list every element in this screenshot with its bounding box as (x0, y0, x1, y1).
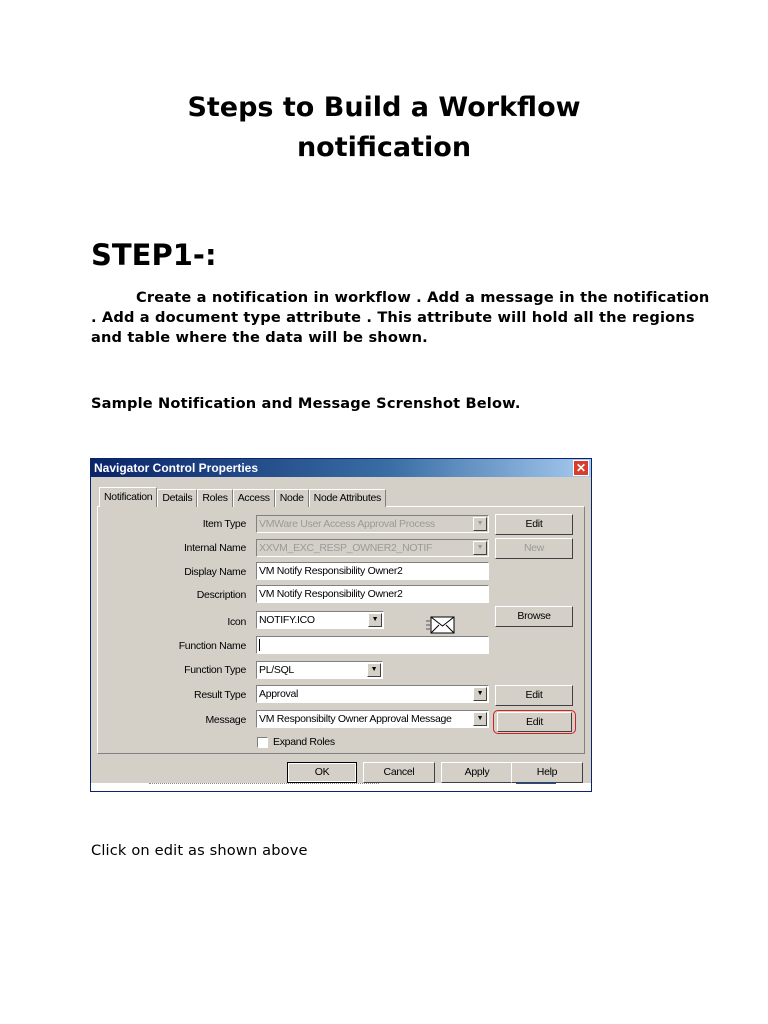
chevron-down-icon: ▼ (473, 687, 487, 701)
message-edit-button[interactable]: Edit (497, 712, 572, 732)
message-value: VM Responsibilty Owner Approval Message (259, 713, 452, 725)
internal-name-select[interactable] (256, 539, 489, 557)
close-icon[interactable]: ✕ (573, 460, 589, 476)
apply-button[interactable]: Apply (441, 762, 513, 783)
function-name-input[interactable] (256, 636, 489, 654)
step-heading: STEP1-: (91, 238, 217, 272)
instruction-text: Click on edit as shown above (91, 842, 308, 859)
screenshot-caption: Sample Notification and Message Screnshot Below. (91, 395, 521, 412)
description-input[interactable]: VM Notify Responsibility Owner2 (256, 585, 489, 603)
tab-strip (99, 487, 386, 506)
step-description: Create a notification in workflow . Add a message in the notification . Add a document type attribute . This attribute will hold all the regions and table where the data will be shown. (91, 289, 710, 346)
chevron-down-icon: ▼ (473, 517, 487, 531)
icon-value: NOTIFY.ICO (259, 614, 315, 626)
tab-notification[interactable]: Notification (99, 487, 157, 507)
icon-label: Icon (227, 616, 246, 628)
title-line-2: notification (296, 132, 472, 163)
tab-roles[interactable]: Roles (197, 489, 232, 507)
item-type-label: Item Type (202, 518, 246, 530)
dialog-title: Navigator Control Properties (94, 461, 259, 475)
cropped-link-fragment (516, 783, 556, 786)
message-select[interactable] (256, 710, 489, 728)
navigator-control-properties-dialog (90, 458, 592, 792)
tab-details[interactable]: Details (157, 489, 197, 507)
envelope-icon (426, 615, 456, 635)
internal-name-value: XXVM_EXC_RESP_OWNER2_NOTIF (259, 542, 433, 554)
expand-roles-label: Expand Roles (273, 736, 335, 748)
ok-button[interactable]: OK (287, 762, 357, 783)
tab-access[interactable]: Access (233, 489, 275, 507)
chevron-down-icon: ▼ (473, 541, 487, 555)
new-button[interactable]: New (495, 538, 573, 559)
chevron-down-icon: ▼ (368, 613, 382, 627)
message-label: Message (205, 714, 246, 726)
help-button[interactable]: Help (511, 762, 583, 783)
tab-node-attributes[interactable]: Node Attributes (309, 489, 386, 507)
icon-select[interactable] (256, 611, 384, 629)
function-name-label: Function Name (178, 640, 246, 652)
description-label: Description (196, 589, 246, 601)
item-type-select[interactable] (256, 515, 489, 533)
result-type-value: Approval (259, 688, 299, 700)
item-type-edit-button[interactable]: Edit (495, 514, 573, 535)
function-type-label: Function Type (184, 664, 246, 676)
result-type-label: Result Type (194, 689, 246, 701)
item-type-value: VMWare User Access Approval Process (259, 518, 435, 530)
browse-button[interactable]: Browse (495, 606, 573, 627)
cropped-background (91, 783, 591, 791)
display-name-input[interactable]: VM Notify Responsibility Owner2 (256, 562, 489, 580)
expand-roles-checkbox[interactable] (257, 737, 268, 748)
highlight-annotation (493, 710, 576, 734)
page-title (0, 88, 768, 168)
cancel-button[interactable]: Cancel (363, 762, 435, 783)
chevron-down-icon: ▼ (473, 712, 487, 726)
result-type-select[interactable] (256, 685, 489, 703)
text-cursor (259, 639, 260, 651)
function-type-select[interactable] (256, 661, 383, 679)
title-line-1: Steps to Build a Workflow (187, 92, 581, 123)
chevron-down-icon: ▼ (367, 663, 381, 677)
dialog-titlebar (91, 459, 591, 477)
cropped-text-fragment (149, 783, 379, 787)
display-name-label: Display Name (184, 566, 246, 578)
tab-node[interactable]: Node (275, 489, 309, 507)
internal-name-label: Internal Name (183, 542, 246, 554)
result-type-edit-button[interactable]: Edit (495, 685, 573, 706)
function-type-value: PL/SQL (259, 664, 294, 676)
